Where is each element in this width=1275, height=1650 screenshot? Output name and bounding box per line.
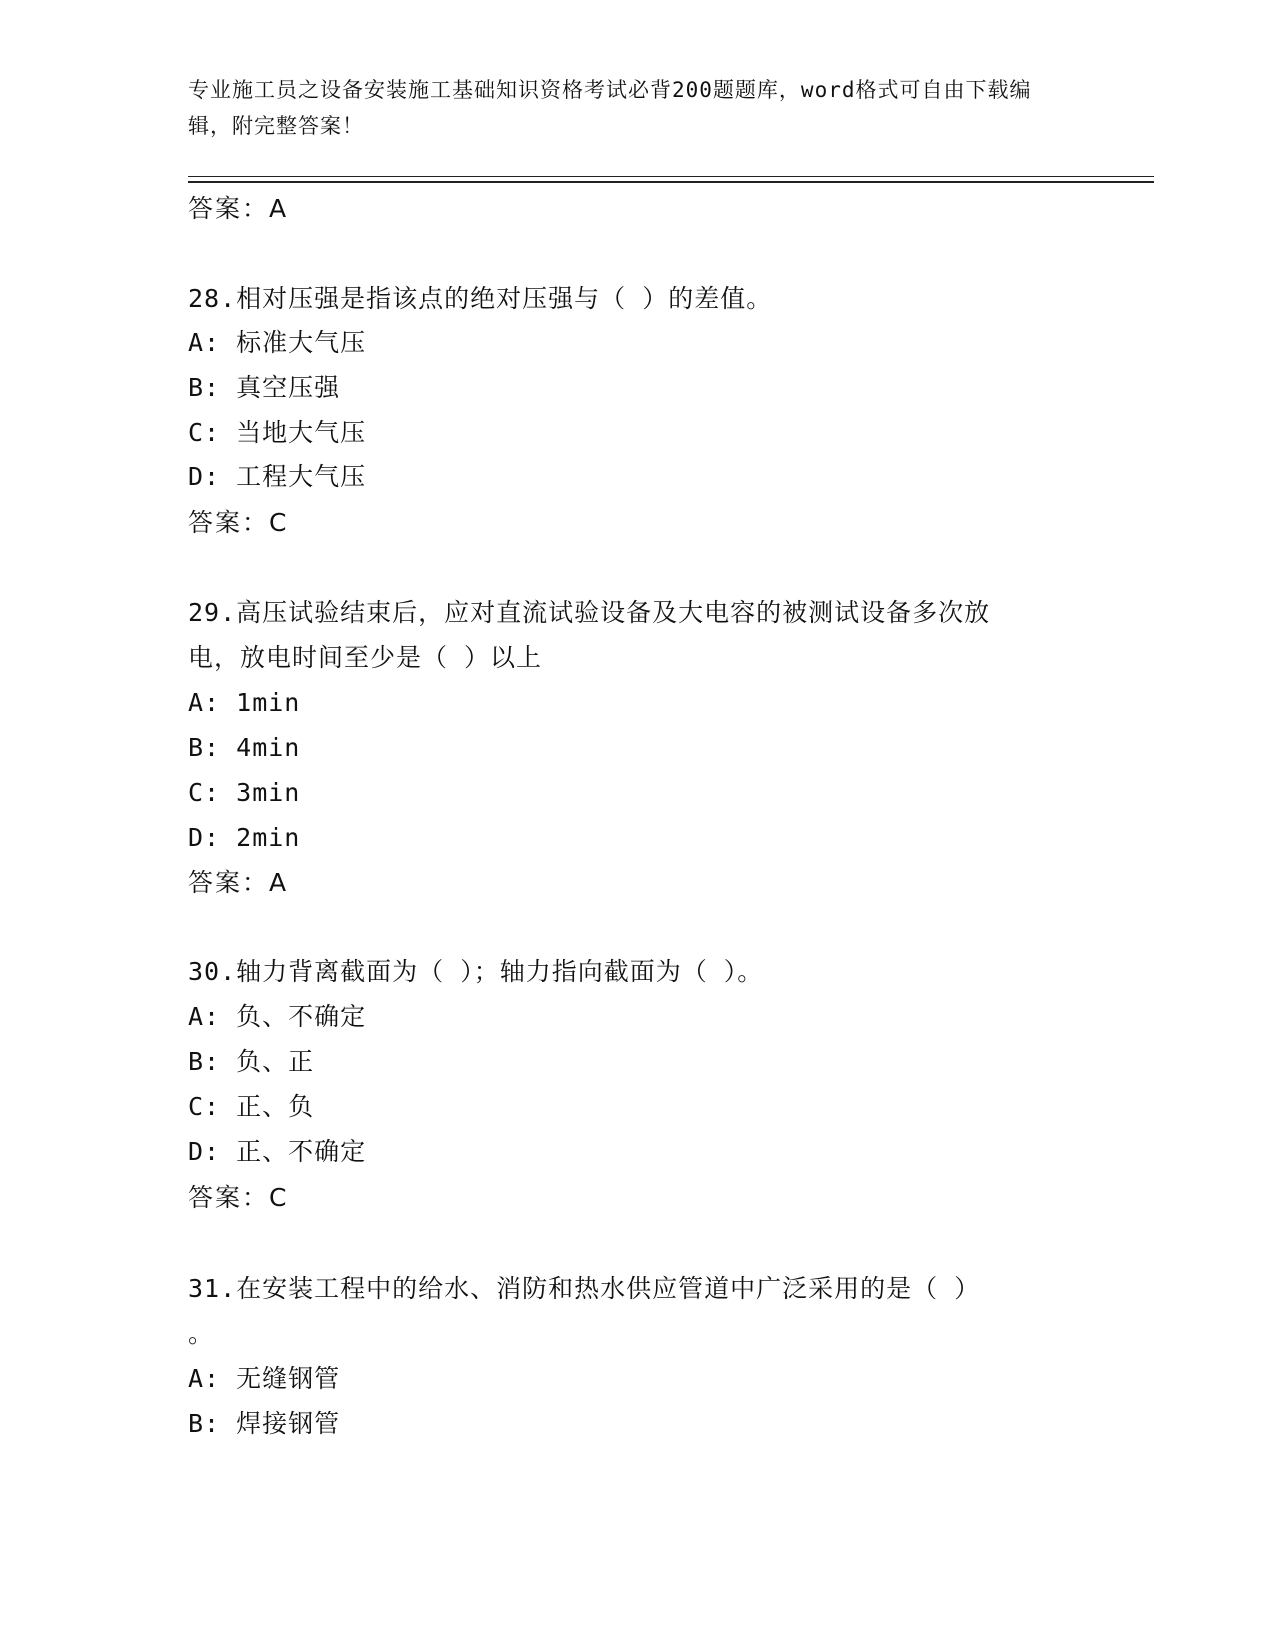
option-c: C: 当地大气压 [188, 418, 367, 447]
header-rule-bottom [188, 181, 1154, 183]
answer: 答案：A [188, 868, 289, 897]
option-b: B: 真空压强 [188, 373, 341, 402]
option-b: B: 焊接钢管 [188, 1409, 341, 1438]
option-d: D: 正、不确定 [188, 1137, 367, 1166]
option-d: D: 2min [188, 823, 301, 852]
option-c: C: 正、负 [188, 1092, 315, 1121]
question-stem: 31.在安装工程中的给水、消防和热水供应管道中广泛采用的是（ ） [188, 1274, 981, 1303]
question-stem: 28.相对压强是指该点的绝对压强与（ ）的差值。 [188, 284, 773, 313]
answer: 答案：C [188, 508, 289, 537]
previous-answer: 答案：A [188, 194, 289, 223]
option-b: B: 负、正 [188, 1047, 315, 1076]
option-a: A: 1min [188, 688, 301, 717]
answer: 答案：C [188, 1183, 289, 1212]
option-a: A: 负、不确定 [188, 1002, 367, 1031]
option-c: C: 3min [188, 778, 301, 807]
option-d: D: 工程大气压 [188, 462, 367, 491]
option-b: B: 4min [188, 733, 301, 762]
question-stem-continued: 电，放电时间至少是（ ）以上 [188, 643, 543, 672]
question-stem: 29.高压试验结束后，应对直流试验设备及大电容的被测试设备多次放 [188, 598, 991, 627]
header-rule-top [188, 176, 1154, 177]
question-stem: 30.轴力背离截面为（ ）；轴力指向截面为（ ）。 [188, 957, 764, 986]
option-a: A: 无缝钢管 [188, 1364, 341, 1393]
page-header: 专业施工员之设备安装施工基础知识资格考试必背200题题库，word格式可自由下载编辑，附完整答案！ [188, 78, 1032, 138]
option-a: A: 标准大气压 [188, 328, 367, 357]
question-stem-continued: 。 [188, 1319, 215, 1348]
